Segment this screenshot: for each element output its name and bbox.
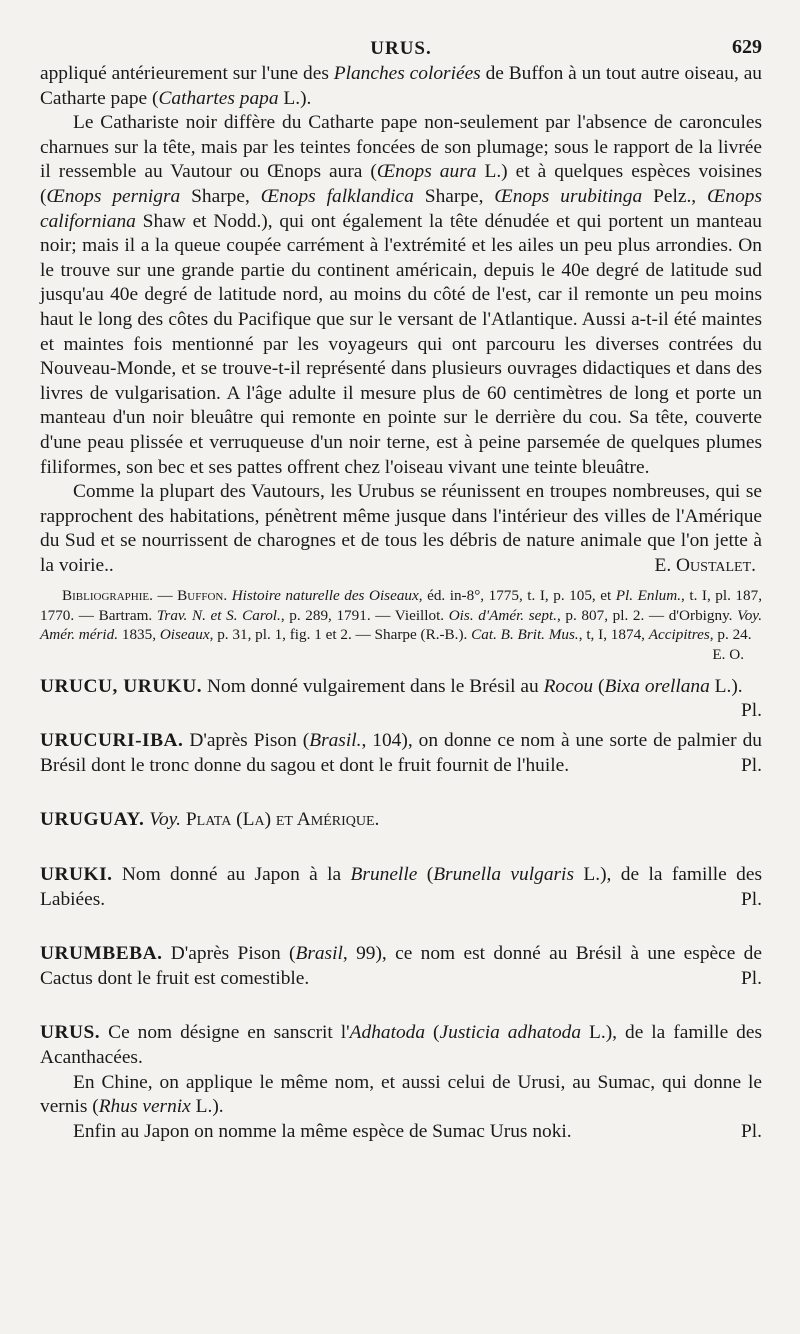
urus-japan: Enfin au Japon on nomme la même espèce de Sumac Urus noki. Pl. bbox=[40, 1120, 762, 1145]
entry-signature: Pl. bbox=[740, 967, 762, 989]
page bbox=[40, 28, 762, 1144]
entry-urus: URUS. Ce nom désigne en sanscrit l'Adhatoda (Justicia adhatoda L.), de la famille des Acanthacées. bbox=[40, 1022, 762, 1069]
entry-signature: Pl. bbox=[740, 888, 762, 910]
page-number: 629 bbox=[732, 36, 762, 58]
entry-urumbeba: URUMBEBA. D'après Pison (Brasil, 99), ce nom est donné au Brésil à une espèce de Cactus dont le fruit est comestible. Pl. bbox=[40, 942, 762, 991]
headword: URUS. bbox=[40, 1022, 101, 1044]
headword: URUKI. bbox=[40, 864, 113, 886]
paragraph-behaviour: Comme la plupart des Vautours, les Urubus se réunissent en troupes nombreuses, qui se rapprochent des habitations, pénètrent même jusque dans l'intérieur des villes de l'Amérique du Sud et se nourrissent de charognes et de tous les débris de nature animale que l'on jette à la voirie.. E. Oustalet. bbox=[40, 480, 762, 578]
entry-uruguay: URUGUAY. Voy. Plata (La) et Amérique. bbox=[40, 809, 380, 831]
bibliography: Bibliographie. — Buffon. Histoire naturelle des Oiseaux, éd. in-8°, 1775, t. I, p. 105, et Pl. Enlum., t. I, pl. 187, 1770. — Bartram. Trav. N. et S. Carol., p. 289, 1791. — Vieillot. Ois. d'Amér. sept., p. 807, pl. 2. — d'Orbigny. Voy. Amér. mérid. 1835, Oiseaux, p. 31, pl. 1, fig. 1 et 2. — Sharpe (R.-B.). Cat. B. Brit. Mus., t, I, 1874, Accipitres, p. 24. E. O. bbox=[40, 587, 762, 663]
running-title: URUS. bbox=[370, 38, 432, 59]
entry-signature: Pl. bbox=[740, 1120, 762, 1142]
headword: URUCURI-IBA. bbox=[40, 730, 184, 752]
author-signature: E. Oustalet. bbox=[654, 554, 756, 576]
entry-urucu: URUCU, URUKU. Nom donné vulgairement dans le Brésil au Rocou (Bixa orellana L.). Pl. bbox=[40, 675, 762, 700]
urus-china: En Chine, on applique le même nom, et aussi celui de Urusi, au Sumac, qui donne le vernis (Rhus vernix L.). bbox=[40, 1071, 762, 1118]
headword: URUCU, URUKU. bbox=[40, 675, 203, 697]
bib-signature: E. O. bbox=[712, 645, 744, 663]
running-header bbox=[40, 28, 762, 62]
entry-signature: Pl. bbox=[740, 754, 762, 776]
headword: URUGUAY. bbox=[40, 809, 145, 831]
headword: URUMBEBA. bbox=[40, 943, 163, 965]
paragraph-description: Le Cathariste noir diffère du Catharte pape non-seulement par l'absence de caroncules charnues sur la tête, mais par les teintes foncées de son plumage; sous le rapport de la livrée il ressemble au Vautour ou Œnops aura (Œnops aura L.) et à quelques espèces voisines (Œnops pernigra Sharpe, Œnops falklandica Sharpe, Œnops urubitinga Pelz., Œnops californiana Shaw et Nodd.), qui ont également la tête dénudée et qui portent un manteau noir; mais il a la queue coupée carrément à l'extrémité et les ailes un peu plus arrondies. On le trouve sur une grande partie du continent américain, depuis le 40e degré de latitude sud jusqu'au 40e degré de latitude nord, au moins du côté de l'est, car il remonte un peu moins haut le long des côtes du Pacifique que sur le versant de l'Atlantique. Aussi a-t-il été maintes et maintes fois mentionné par les voyageurs qui ont parcouru les diverses contrées du Nouveau-Monde, et se trouve-t-il représenté dans plusieurs ouvrages didactiques et dans des livres de vulgarisation. A l'âge adulte il mesure plus de 60 centimètres de long et porte un manteau d'un noir bleuâtre qui remonte en pointe sur le derrière du cou. Sa tête, couverte d'une peau plissée et verruqueuse d'un noir terne, est à peine parsemée de quelques plumes filiformes, son bec et ses pattes offrent chez l'oiseau vivant une teinte bleuâtre. bbox=[40, 112, 763, 478]
entry-urucuri-iba: URUCURI-IBA. D'après Pison (Brasil., 104), on donne ce nom à une sorte de palmier du Brésil dont le tronc donne du sagou et dont le fruit fournit de l'huile. Pl. bbox=[40, 729, 762, 778]
entry-uruki: URUKI. Nom donné au Japon à la Brunelle (Brunella vulgaris L.), de la famille des Labiées. Pl. bbox=[40, 863, 762, 912]
paragraph-continuation: appliqué antérieurement sur l'une des Planches coloriées de Buffon à un tout autre oiseau, au Catharte pape (Cathartes papa L.). bbox=[40, 63, 763, 109]
entry-signature: Pl. bbox=[740, 700, 762, 722]
